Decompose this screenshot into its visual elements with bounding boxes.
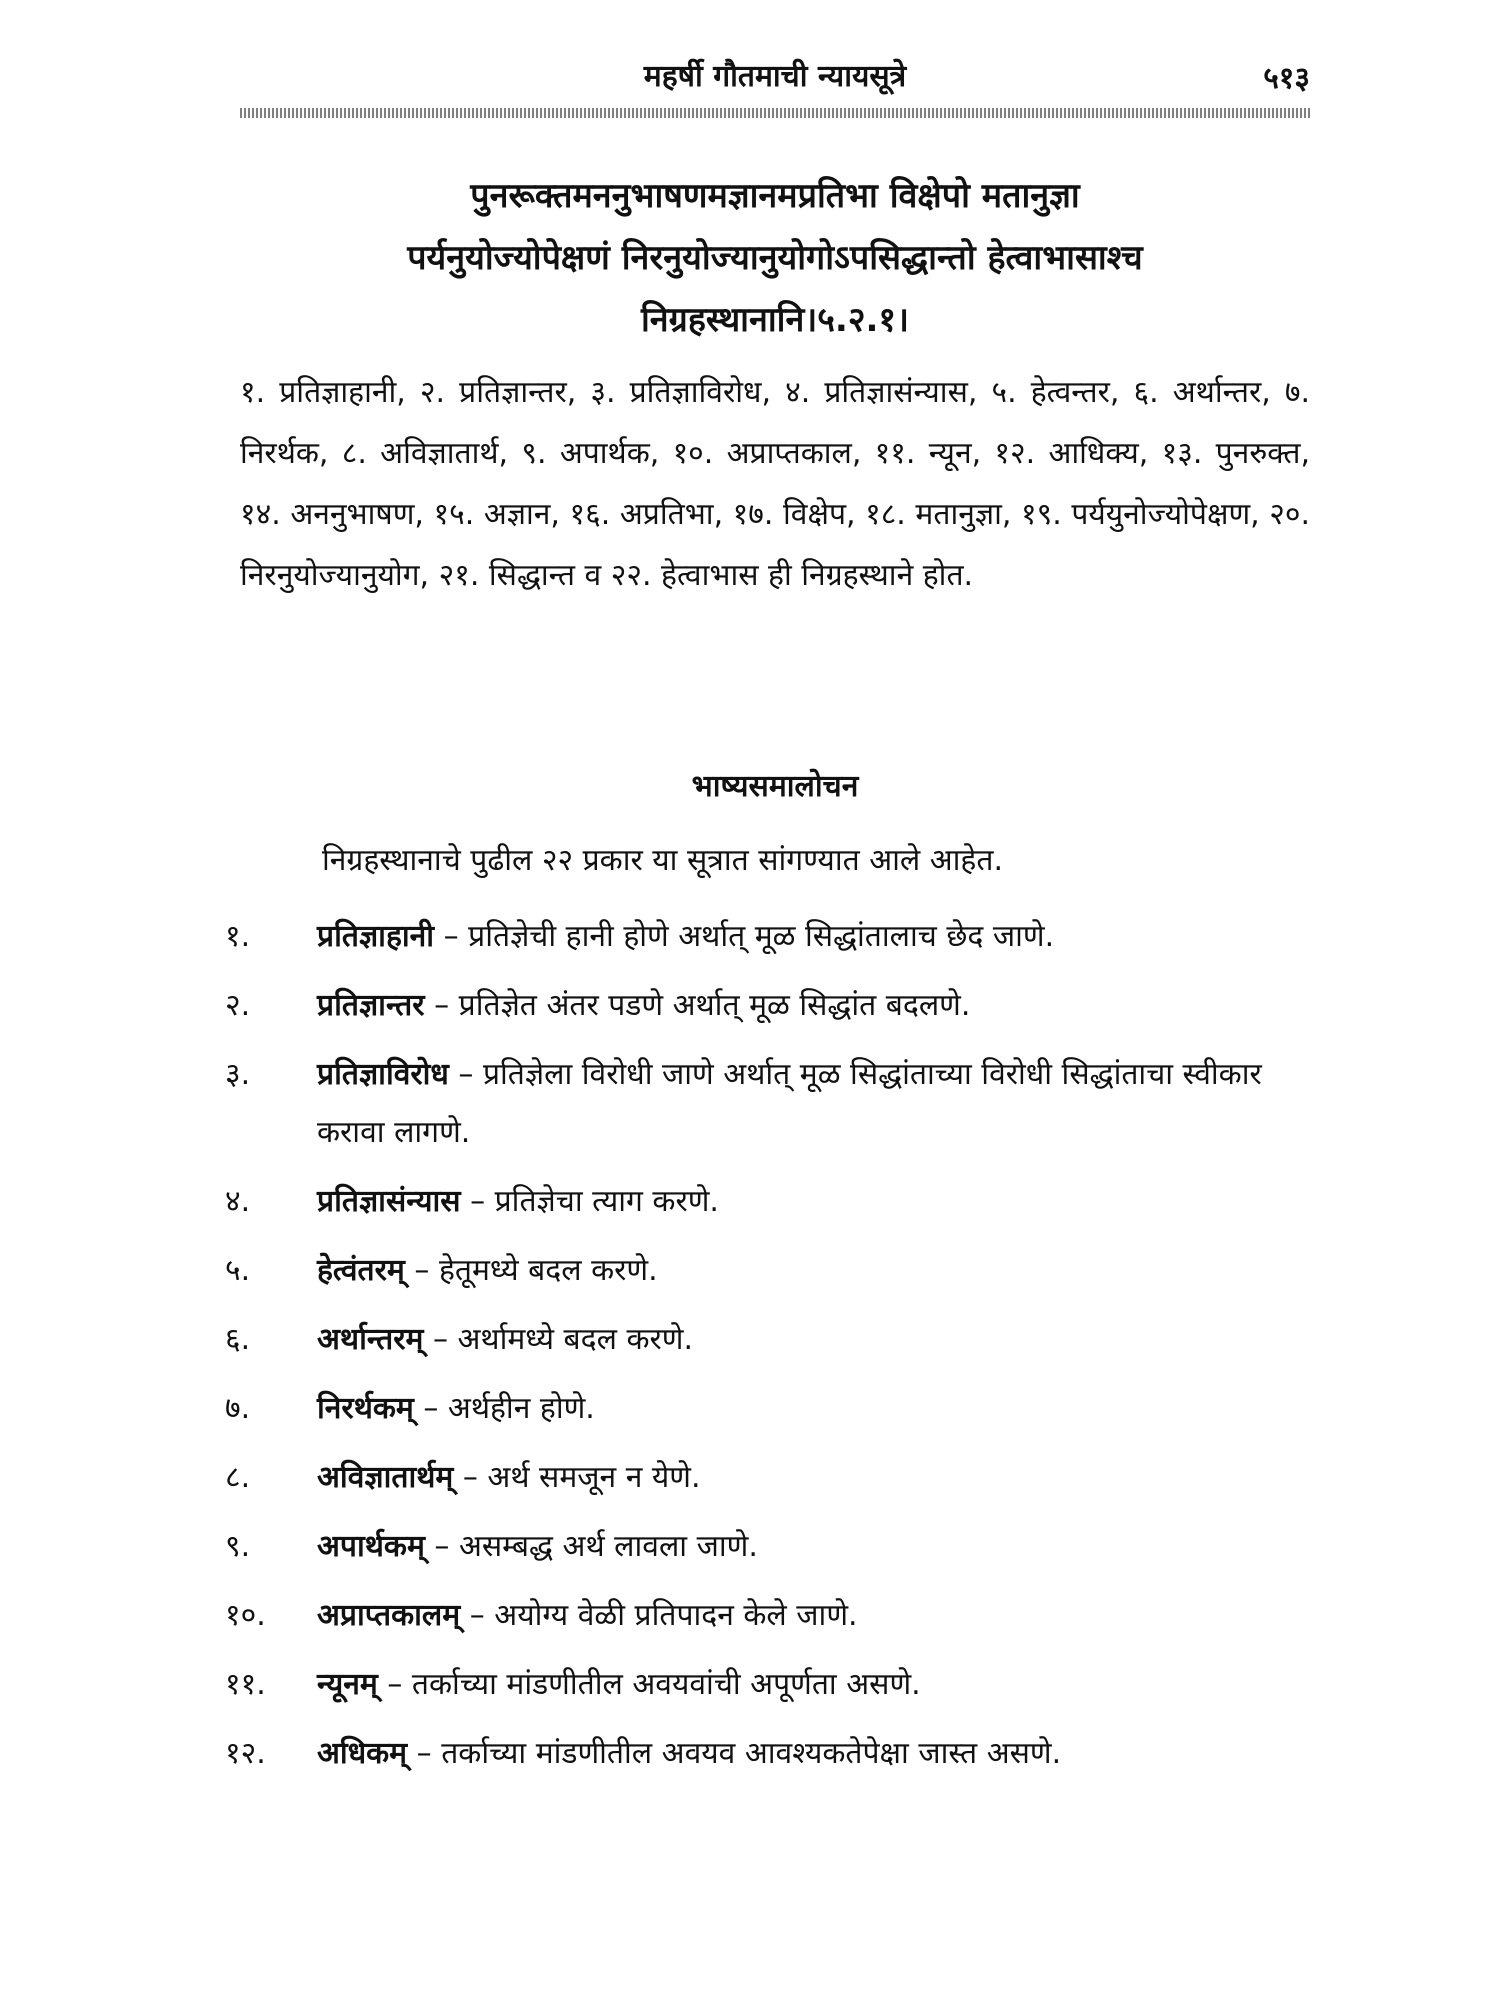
item-number: ७.: [225, 1391, 251, 1426]
intro-paragraph: निग्रहस्थानाचे पुढील २२ प्रकार या सूत्रात सांगण्यात आले आहेत.: [322, 843, 1003, 878]
item-definition: – अर्थ समजून न येणे.: [453, 1460, 701, 1495]
item-definition: – तर्काच्या मांडणीतील अवयव आवश्यकतेपेक्षा जास्त असणे.: [407, 1736, 1062, 1771]
item-number: ९.: [225, 1529, 251, 1564]
item-definition: – तर्काच्या मांडणीतील अवयवांची अपूर्णता असणे.: [377, 1667, 921, 1702]
item-number: १.: [225, 919, 251, 954]
item-term: प्रतिज्ञाविरोध: [317, 1057, 449, 1092]
item-term: अविज्ञातार्थम्: [317, 1460, 454, 1495]
item-number: ६.: [225, 1322, 251, 1357]
translation-paragraph: १. प्रतिज्ञाहानी, २. प्रतिज्ञान्तर, ३. प्रतिज्ञाविरोध, ४. प्रतिज्ञासंन्यास, ५. हेत्वन्तर, ६. अर्थान्तर, ७. निरर्थक, ८. अविज्ञातार्थ, ९. अपार्थक, १०. अप्राप्तकाल, ११. न्यून, १२. आधिक्य, १३. पुनरुक्त, १४. अननुभाषण, १५. अज्ञान, १६. अप्रतिभा, १७. विक्षेप, १८. मतानुज्ञा, १९. पर्ययुनोज्योपेक्षण, २०. निरनुयोज्यानुयोग, २१. सिद्धान्त व २२. हेत्वाभास ही निग्रहस्थाने होत.: [240, 375, 1310, 593]
list-item: [225, 1449, 1315, 1507]
sutra-verse: [240, 165, 1310, 351]
item-number: ११.: [225, 1667, 266, 1702]
page-number: ५१३: [1263, 61, 1310, 96]
list-item: [225, 1046, 1315, 1162]
running-title: महर्षी गौतमाची न्यायसूत्रे: [643, 59, 907, 94]
item-definition: – अर्थहीन होणे.: [413, 1391, 595, 1426]
list-item: [225, 1173, 1315, 1231]
list-item: [225, 1518, 1315, 1576]
item-number: ३.: [225, 1057, 251, 1092]
nigrahasthana-list: [225, 908, 1315, 1794]
item-number: २.: [225, 988, 251, 1023]
list-item: [225, 1656, 1315, 1714]
item-term: प्रतिज्ञाहानी: [317, 919, 435, 954]
item-term: अधिकम्: [317, 1736, 408, 1771]
list-item: [225, 1242, 1315, 1300]
item-number: १२.: [225, 1736, 266, 1771]
item-number: ८.: [225, 1460, 251, 1495]
item-term: निरर्थकम्: [317, 1391, 414, 1426]
list-item: [225, 1725, 1315, 1783]
list-item: [225, 977, 1315, 1035]
item-term: अर्थान्तरम्: [317, 1322, 424, 1357]
item-definition: – अयोग्य वेळी प्रतिपादन केले जाणे.: [460, 1598, 858, 1633]
item-number: ४.: [225, 1184, 251, 1219]
item-term: प्रतिज्ञासंन्यास: [317, 1184, 461, 1219]
sutra-line: पर्यनुयोज्योपेक्षणं निरनुयोज्यानुयोगोऽपसिद्धान्तो हेत्वाभासाश्च: [407, 238, 1143, 278]
item-definition: – प्रतिज्ञेची हानी होणे अर्थात् मूळ सिद्धांतालाच छेद जाणे.: [434, 919, 1055, 954]
list-item: [225, 1380, 1315, 1438]
item-term: अपार्थकम्: [317, 1529, 425, 1564]
section-heading: भाष्यसमालोचन: [691, 769, 859, 804]
item-definition: – अर्थामध्ये बदल करणे.: [423, 1322, 693, 1357]
item-term: हेत्वंतरम्: [317, 1253, 405, 1288]
item-number: ५.: [225, 1253, 251, 1288]
item-term: अप्राप्तकालम्: [317, 1598, 461, 1633]
item-term: प्रतिज्ञान्तर: [317, 988, 425, 1023]
header-rule: [240, 108, 1310, 118]
list-item: [225, 1587, 1315, 1645]
item-term: न्यूनम्: [317, 1667, 378, 1702]
item-definition: – प्रतिज्ञेला विरोधी जाणे अर्थात् मूळ सिद्धांताच्या विरोधी सिद्धांताचा स्वीकार करावा लागणे.: [317, 1057, 1262, 1150]
sutra-line: पुनरूक्तमननुभाषणमज्ञानमप्रतिभा विक्षेपो मतानुज्ञा: [470, 176, 1080, 216]
list-item: [225, 908, 1315, 966]
sutra-line: निग्रहस्थानानि।५.२.१।: [641, 300, 909, 340]
item-definition: – प्रतिज्ञेत अंतर पडणे अर्थात् मूळ सिद्धांत बदलणे.: [424, 988, 971, 1023]
item-definition: – असम्बद्ध अर्थ लावला जाणे.: [424, 1529, 758, 1564]
item-definition: – प्रतिज्ञेचा त्याग करणे.: [460, 1184, 719, 1219]
list-item: [225, 1311, 1315, 1369]
page-header: [240, 50, 1310, 110]
item-definition: – हेतूमध्ये बदल करणे.: [404, 1253, 658, 1288]
item-number: १०.: [225, 1598, 266, 1633]
